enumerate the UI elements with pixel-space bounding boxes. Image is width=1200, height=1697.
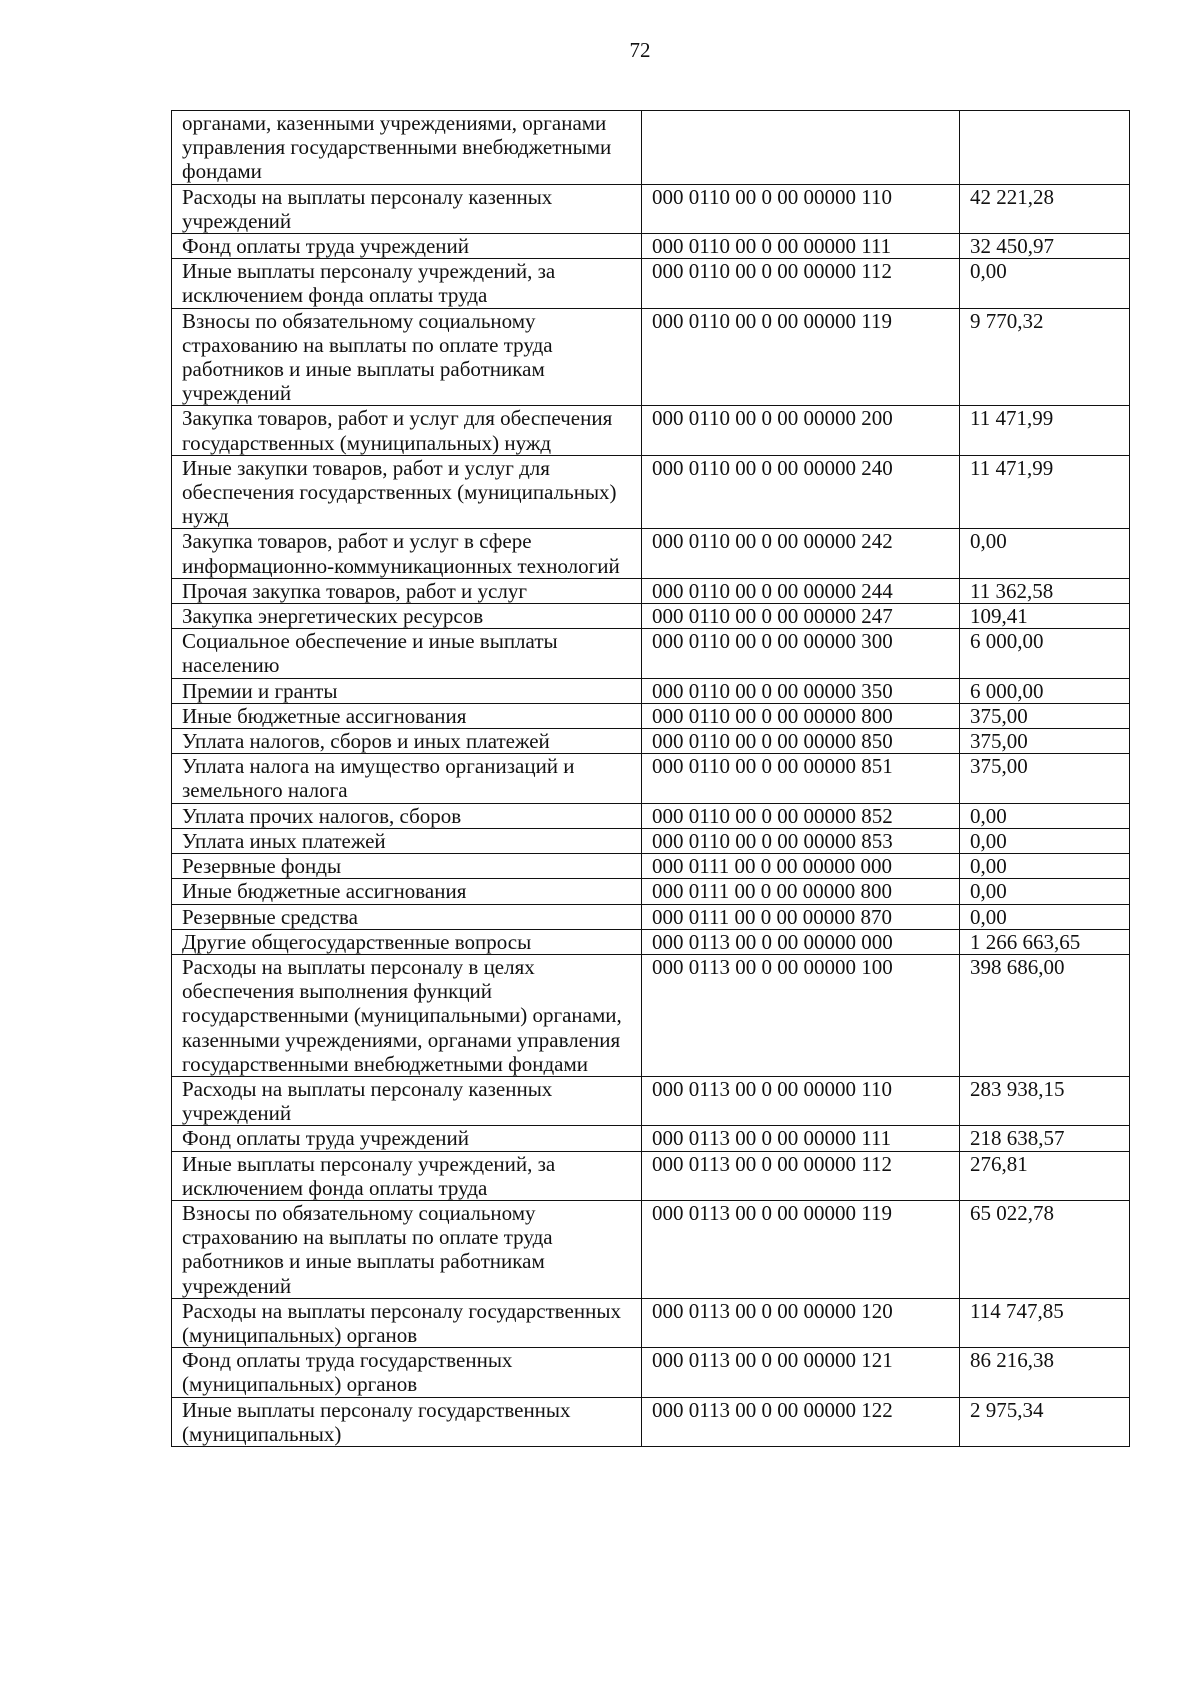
- row-code-cell: 000 0113 00 0 00 00000 121: [642, 1348, 960, 1397]
- row-name-cell: Резервные средства: [172, 904, 642, 929]
- row-code-cell: [642, 111, 960, 185]
- row-name-cell: Уплата иных платежей: [172, 828, 642, 853]
- row-code-cell: 000 0113 00 0 00 00000 100: [642, 954, 960, 1076]
- row-code-cell: 000 0110 00 0 00 00000 242: [642, 529, 960, 578]
- row-name-cell: Уплата налога на имущество организаций и земельного налога: [172, 754, 642, 803]
- row-amount-cell: 0,00: [960, 828, 1130, 853]
- table-row: [172, 1076, 1130, 1125]
- row-code-cell: 000 0113 00 0 00 00000 120: [642, 1298, 960, 1347]
- row-amount-cell: 11 362,58: [960, 578, 1130, 603]
- row-amount-cell: 6 000,00: [960, 678, 1130, 703]
- row-amount-cell: 375,00: [960, 703, 1130, 728]
- table-row: [172, 1397, 1130, 1446]
- row-name-cell: Иные выплаты персоналу государственных (муниципальных): [172, 1397, 642, 1446]
- row-code-cell: 000 0113 00 0 00 00000 112: [642, 1151, 960, 1200]
- row-code-cell: 000 0110 00 0 00 00000 852: [642, 803, 960, 828]
- row-code-cell: 000 0113 00 0 00 00000 000: [642, 929, 960, 954]
- row-code-cell: 000 0110 00 0 00 00000 247: [642, 604, 960, 629]
- table-row: [172, 803, 1130, 828]
- row-code-cell: 000 0110 00 0 00 00000 200: [642, 406, 960, 455]
- row-amount-cell: 65 022,78: [960, 1200, 1130, 1298]
- row-name-cell: Закупка энергетических ресурсов: [172, 604, 642, 629]
- row-code-cell: 000 0110 00 0 00 00000 850: [642, 729, 960, 754]
- row-name-cell: Взносы по обязательному социальному страхованию на выплаты по оплате труда работников и иные выплаты работникам учреждений: [172, 1200, 642, 1298]
- row-amount-cell: 11 471,99: [960, 406, 1130, 455]
- row-code-cell: 000 0110 00 0 00 00000 240: [642, 455, 960, 529]
- row-amount-cell: 0,00: [960, 803, 1130, 828]
- table-row: [172, 406, 1130, 455]
- row-name-cell: Фонд оплаты труда учреждений: [172, 234, 642, 259]
- table-row: [172, 954, 1130, 1076]
- row-amount-cell: 11 471,99: [960, 455, 1130, 529]
- row-code-cell: 000 0113 00 0 00 00000 119: [642, 1200, 960, 1298]
- table-row: [172, 308, 1130, 406]
- row-amount-cell: 114 747,85: [960, 1298, 1130, 1347]
- row-amount-cell: 0,00: [960, 529, 1130, 578]
- row-name-cell: Расходы на выплаты персоналу казенных учреждений: [172, 1076, 642, 1125]
- row-amount-cell: 218 638,57: [960, 1126, 1130, 1151]
- row-name-cell: Закупка товаров, работ и услуг в сфере информационно-коммуникационных технологий: [172, 529, 642, 578]
- table-body: [172, 111, 1130, 1447]
- table-row: [172, 828, 1130, 853]
- row-name-cell: Уплата прочих налогов, сборов: [172, 803, 642, 828]
- table-row: [172, 578, 1130, 603]
- row-amount-cell: [960, 111, 1130, 185]
- row-amount-cell: 375,00: [960, 729, 1130, 754]
- table-row: [172, 754, 1130, 803]
- row-amount-cell: 9 770,32: [960, 308, 1130, 406]
- row-name-cell: Иные бюджетные ассигнования: [172, 879, 642, 904]
- row-amount-cell: 283 938,15: [960, 1076, 1130, 1125]
- row-code-cell: 000 0113 00 0 00 00000 122: [642, 1397, 960, 1446]
- row-name-cell: Уплата налогов, сборов и иных платежей: [172, 729, 642, 754]
- table-row: [172, 604, 1130, 629]
- row-amount-cell: 32 450,97: [960, 234, 1130, 259]
- row-code-cell: 000 0111 00 0 00 00000 800: [642, 879, 960, 904]
- table-row: [172, 854, 1130, 879]
- row-code-cell: 000 0110 00 0 00 00000 112: [642, 259, 960, 308]
- row-name-cell: Расходы на выплаты персоналу в целях обеспечения выполнения функций государственными (муниципальными) органами, казенными учреждениями, органами управления государственными внебюджетными фондами: [172, 954, 642, 1076]
- row-name-cell: Закупка товаров, работ и услуг для обеспечения государственных (муниципальных) нужд: [172, 406, 642, 455]
- table-row: [172, 703, 1130, 728]
- row-name-cell: Фонд оплаты труда государственных (муниципальных) органов: [172, 1348, 642, 1397]
- budget-table: [171, 110, 1130, 1447]
- row-name-cell: Иные бюджетные ассигнования: [172, 703, 642, 728]
- table-row: [172, 729, 1130, 754]
- row-code-cell: 000 0110 00 0 00 00000 853: [642, 828, 960, 853]
- table-row: [172, 1348, 1130, 1397]
- row-name-cell: Расходы на выплаты персоналу казенных учреждений: [172, 184, 642, 233]
- row-code-cell: 000 0110 00 0 00 00000 800: [642, 703, 960, 728]
- page-number: 72: [629, 38, 651, 62]
- table-row: [172, 455, 1130, 529]
- table-row: [172, 678, 1130, 703]
- row-name-cell: Взносы по обязательному социальному страхованию на выплаты по оплате труда работников и иные выплаты работникам учреждений: [172, 308, 642, 406]
- row-name-cell: Премии и гранты: [172, 678, 642, 703]
- row-code-cell: 000 0113 00 0 00 00000 111: [642, 1126, 960, 1151]
- row-amount-cell: 0,00: [960, 904, 1130, 929]
- table-row: [172, 529, 1130, 578]
- row-amount-cell: 109,41: [960, 604, 1130, 629]
- row-code-cell: 000 0110 00 0 00 00000 851: [642, 754, 960, 803]
- row-amount-cell: 398 686,00: [960, 954, 1130, 1076]
- row-code-cell: 000 0110 00 0 00 00000 300: [642, 629, 960, 678]
- table-row: [172, 184, 1130, 233]
- table-row: [172, 1126, 1130, 1151]
- row-name-cell: Фонд оплаты труда учреждений: [172, 1126, 642, 1151]
- table-row: [172, 1151, 1130, 1200]
- table-row: [172, 1298, 1130, 1347]
- row-amount-cell: 276,81: [960, 1151, 1130, 1200]
- row-code-cell: 000 0111 00 0 00 00000 870: [642, 904, 960, 929]
- table-row: [172, 1200, 1130, 1298]
- row-code-cell: 000 0110 00 0 00 00000 119: [642, 308, 960, 406]
- row-amount-cell: 0,00: [960, 854, 1130, 879]
- row-amount-cell: 0,00: [960, 259, 1130, 308]
- row-amount-cell: 2 975,34: [960, 1397, 1130, 1446]
- row-amount-cell: 1 266 663,65: [960, 929, 1130, 954]
- table-row: [172, 904, 1130, 929]
- table-row: [172, 259, 1130, 308]
- row-amount-cell: 0,00: [960, 879, 1130, 904]
- table-row: [172, 629, 1130, 678]
- row-name-cell: Резервные фонды: [172, 854, 642, 879]
- row-name-cell: Расходы на выплаты персоналу государственных (муниципальных) органов: [172, 1298, 642, 1347]
- row-amount-cell: 375,00: [960, 754, 1130, 803]
- row-code-cell: 000 0113 00 0 00 00000 110: [642, 1076, 960, 1125]
- row-code-cell: 000 0111 00 0 00 00000 000: [642, 854, 960, 879]
- row-amount-cell: 86 216,38: [960, 1348, 1130, 1397]
- row-name-cell: Другие общегосударственные вопросы: [172, 929, 642, 954]
- row-name-cell: Иные выплаты персоналу учреждений, за исключением фонда оплаты труда: [172, 259, 642, 308]
- row-code-cell: 000 0110 00 0 00 00000 350: [642, 678, 960, 703]
- row-name-cell: органами, казенными учреждениями, органами управления государственными внебюджетными фондами: [172, 111, 642, 185]
- row-name-cell: Иные выплаты персоналу учреждений, за исключением фонда оплаты труда: [172, 1151, 642, 1200]
- table-row: [172, 879, 1130, 904]
- row-code-cell: 000 0110 00 0 00 00000 110: [642, 184, 960, 233]
- row-name-cell: Прочая закупка товаров, работ и услуг: [172, 578, 642, 603]
- table-row: [172, 234, 1130, 259]
- table-row: [172, 111, 1130, 185]
- row-name-cell: Социальное обеспечение и иные выплаты населению: [172, 629, 642, 678]
- row-code-cell: 000 0110 00 0 00 00000 111: [642, 234, 960, 259]
- row-code-cell: 000 0110 00 0 00 00000 244: [642, 578, 960, 603]
- row-name-cell: Иные закупки товаров, работ и услуг для обеспечения государственных (муниципальных) нужд: [172, 455, 642, 529]
- row-amount-cell: 6 000,00: [960, 629, 1130, 678]
- row-amount-cell: 42 221,28: [960, 184, 1130, 233]
- table-row: [172, 929, 1130, 954]
